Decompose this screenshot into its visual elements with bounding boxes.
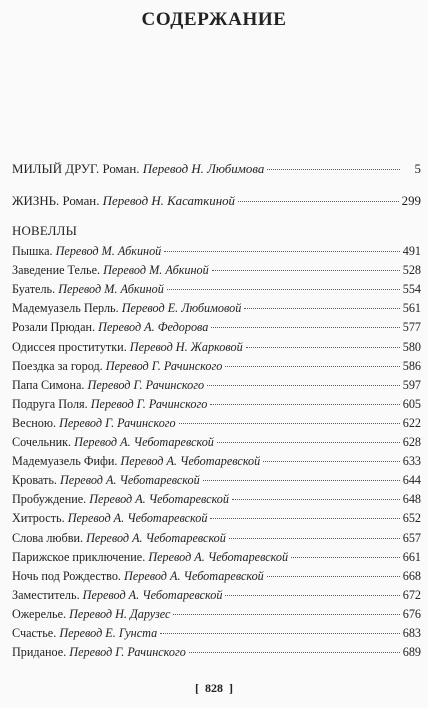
toc-entry[interactable] xyxy=(12,395,421,413)
dot-leader xyxy=(189,651,400,653)
entry-title-wrapper xyxy=(12,318,208,336)
dot-leader xyxy=(179,422,400,424)
dot-leader xyxy=(238,200,399,202)
entry-page-number: 652 xyxy=(402,511,421,526)
entry-title: Пробуждение. xyxy=(12,492,87,507)
entry-page-number: 577 xyxy=(402,320,421,335)
entry-page-number: 5 xyxy=(414,162,421,176)
entry-title: Сочельник. xyxy=(12,435,72,449)
entry-page-number: 668 xyxy=(402,568,421,583)
entry-title-wrapper xyxy=(12,643,186,661)
entry-title: ЖИЗНЬ. Роман. xyxy=(12,194,100,208)
entry-title: Поездка за город. xyxy=(12,358,103,373)
entry-title: Кровать. xyxy=(12,473,57,488)
entry-title-wrapper xyxy=(12,160,264,178)
toc-entry[interactable] xyxy=(12,299,421,317)
entry-title-wrapper xyxy=(12,509,207,527)
entry-translator: Перевод Е. Гунста xyxy=(59,626,158,640)
toc-entry[interactable] xyxy=(12,318,421,336)
entry-title: Буатель. xyxy=(12,282,56,297)
entry-translator: Перевод Г. Рачинского xyxy=(87,377,205,392)
entry-page-number: 528 xyxy=(402,263,421,278)
toc-entry[interactable] xyxy=(12,280,421,298)
folio-number: 828 xyxy=(205,681,223,695)
entry-title: Мадемуазель Фифи. xyxy=(12,454,118,469)
entry-title: Пышка. xyxy=(12,244,53,258)
dot-leader xyxy=(225,365,399,367)
toc-entry[interactable] xyxy=(12,567,421,585)
entry-title: Парижское приключение. xyxy=(12,549,146,564)
entry-title: Ночь под Рождество. xyxy=(12,568,121,583)
entry-title-wrapper xyxy=(12,548,288,566)
entry-title: Ожерелье. xyxy=(12,606,67,621)
entry-translator: Перевод Н. Любимова xyxy=(142,162,265,176)
entry-title: Папа Симона. xyxy=(12,377,85,392)
entry-translator: Перевод А. Чеботаревской xyxy=(82,587,223,602)
entry-title-wrapper xyxy=(12,261,209,279)
entry-title-wrapper xyxy=(12,471,200,489)
entry-title: Приданое. xyxy=(12,645,67,660)
entry-translator: Перевод А. Чеботаревской xyxy=(74,435,214,449)
dot-leader xyxy=(244,307,399,309)
dot-leader xyxy=(225,594,399,596)
entry-translator: Перевод А. Чеботаревской xyxy=(59,473,200,488)
entry-page-number: 491 xyxy=(402,244,421,258)
dot-leader xyxy=(167,288,400,290)
entry-translator: Перевод А. Чеботаревской xyxy=(120,454,261,469)
dot-leader xyxy=(267,168,400,170)
entry-title-wrapper xyxy=(12,529,226,547)
entry-page-number: 628 xyxy=(402,435,421,449)
section-heading-novellas: НОВЕЛЛЫ xyxy=(12,224,78,238)
entry-title: Хитрость. xyxy=(12,511,65,526)
entry-page-number: 676 xyxy=(402,606,421,621)
dot-leader xyxy=(164,250,399,252)
entry-translator: Перевод Г. Рачинского xyxy=(105,358,223,373)
entry-title-wrapper xyxy=(12,192,235,210)
toc-entry[interactable] xyxy=(12,414,421,432)
dot-leader xyxy=(267,575,400,577)
entry-title-wrapper xyxy=(12,414,176,432)
entry-translator: Перевод Г. Рачинского xyxy=(69,645,186,660)
entry-page-number: 597 xyxy=(402,377,421,392)
entry-page-number: 644 xyxy=(402,473,421,488)
entry-title-wrapper xyxy=(12,395,207,413)
entry-page-number: 633 xyxy=(402,454,421,469)
entry-page-number: 299 xyxy=(401,194,421,208)
entry-page-number: 657 xyxy=(402,530,421,545)
entry-title: МИЛЫЙ ДРУГ. Роман. xyxy=(12,162,140,176)
dot-leader xyxy=(246,346,400,348)
entry-page-number: 648 xyxy=(402,492,421,507)
entry-translator: Перевод Г. Рачинского xyxy=(59,415,176,430)
toc-entry[interactable] xyxy=(12,338,421,356)
entry-translator: Перевод А. Чеботаревской xyxy=(89,492,229,507)
toc-entry[interactable] xyxy=(12,357,421,375)
dot-leader xyxy=(160,632,400,634)
entry-title-wrapper xyxy=(12,605,170,623)
entry-title-wrapper xyxy=(12,452,260,470)
entry-page-number: 561 xyxy=(402,301,421,316)
entry-translator: Перевод А. Чеботаревской xyxy=(67,511,208,526)
entry-translator: Перевод Г. Рачинского xyxy=(90,396,208,411)
entry-title-wrapper xyxy=(12,280,164,298)
dot-leader xyxy=(211,326,399,328)
entry-page-number: 661 xyxy=(402,549,421,564)
toc-entry[interactable] xyxy=(12,586,421,604)
dot-leader xyxy=(210,517,399,519)
entry-translator: Перевод М. Абкиной xyxy=(103,263,209,278)
entry-translator: Перевод М. Абкиной xyxy=(55,244,162,258)
entry-title: Заместитель. xyxy=(12,587,80,602)
dot-leader xyxy=(232,498,400,500)
toc-entry[interactable] xyxy=(12,643,421,661)
toc-entry[interactable] xyxy=(12,452,421,470)
entry-page-number: 586 xyxy=(402,358,421,373)
dot-leader xyxy=(263,460,399,462)
entry-title: Весною. xyxy=(12,415,57,430)
toc-entry[interactable] xyxy=(12,471,421,489)
entry-title: Счастье. xyxy=(12,626,57,640)
dot-leader xyxy=(217,441,400,443)
toc-entry[interactable] xyxy=(12,605,421,623)
toc-entry-novel[interactable] xyxy=(12,192,421,210)
entry-translator: Перевод Н. Дарузес xyxy=(69,606,171,621)
entry-translator: Перевод А. Чеботаревской xyxy=(86,530,226,545)
entry-page-number: 672 xyxy=(402,587,421,602)
toc-entry[interactable] xyxy=(12,490,421,508)
entry-title-wrapper xyxy=(12,357,222,375)
entry-page-number: 622 xyxy=(402,415,421,430)
dot-leader xyxy=(207,384,400,386)
dot-leader xyxy=(229,537,400,539)
toc-entry[interactable] xyxy=(12,548,421,566)
entry-title-wrapper xyxy=(12,586,222,604)
toc-entry[interactable] xyxy=(12,529,421,547)
dot-leader xyxy=(291,556,400,558)
dot-leader xyxy=(210,403,399,405)
entry-translator: Перевод М. Абкиной xyxy=(58,282,164,297)
entry-title-wrapper xyxy=(12,490,229,508)
toc-entry[interactable] xyxy=(12,509,421,527)
entry-title: Одиссея проститутки. xyxy=(12,339,127,354)
toc-entry-novel[interactable] xyxy=(12,160,421,178)
entry-page-number: 554 xyxy=(402,282,421,297)
entry-page-number: 580 xyxy=(402,339,421,354)
dot-leader xyxy=(173,613,399,615)
entry-title: Заведение Телье. xyxy=(12,263,101,278)
entry-title-wrapper xyxy=(12,624,157,642)
dot-leader xyxy=(212,269,400,271)
toc-entry[interactable] xyxy=(12,624,421,642)
entry-title: Мадемуазель Перль. xyxy=(12,301,119,316)
entry-translator: Перевод Н. Касаткиной xyxy=(102,194,235,208)
page-title: СОДЕРЖАНИЕ xyxy=(141,9,287,30)
entry-title: Слова любви. xyxy=(12,530,84,545)
entry-title-wrapper xyxy=(12,338,243,356)
toc-entry[interactable] xyxy=(12,433,421,451)
entry-translator: Перевод Е. Любимовой xyxy=(121,301,242,316)
entry-page-number: 605 xyxy=(402,396,421,411)
entry-translator: Перевод Н. Жарковой xyxy=(129,339,243,354)
entry-title-wrapper xyxy=(12,567,264,585)
entry-title-wrapper xyxy=(12,433,214,451)
entry-title-wrapper xyxy=(12,242,161,260)
entry-title: Розали Прюдан. xyxy=(12,320,96,335)
toc-entry[interactable] xyxy=(12,261,421,279)
entry-translator: Перевод А. Чеботаревской xyxy=(148,549,289,564)
toc-entry[interactable] xyxy=(12,242,421,260)
toc-entry[interactable] xyxy=(12,376,421,394)
entry-page-number: 683 xyxy=(402,626,421,640)
entry-translator: Перевод А. Чеботаревской xyxy=(124,568,264,583)
entry-translator: Перевод А. Федорова xyxy=(98,320,209,335)
entry-title-wrapper xyxy=(12,299,241,317)
entry-title: Подруга Поля. xyxy=(12,396,88,411)
entry-page-number: 689 xyxy=(402,645,421,660)
entry-title-wrapper xyxy=(12,376,204,394)
page-number-footer: [ 828 ] xyxy=(195,681,233,695)
dot-leader xyxy=(203,479,400,481)
